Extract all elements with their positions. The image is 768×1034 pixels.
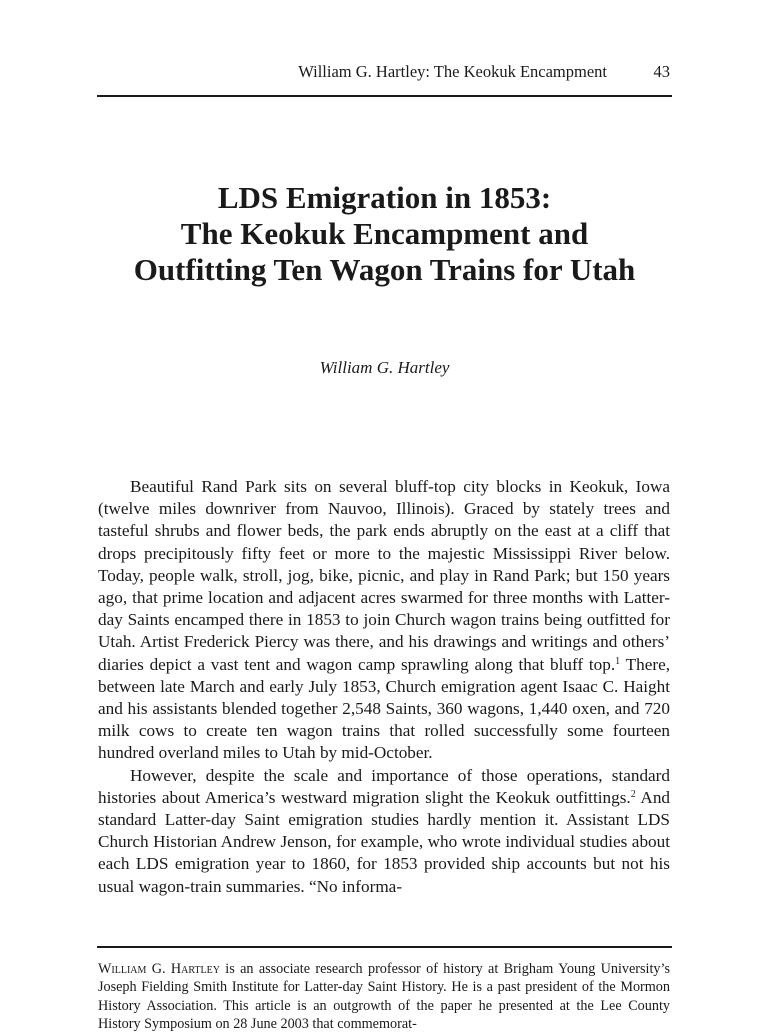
- author-note-text: is an associate research professor of history at Brigham Young University’s Joseph Fielding Smith Institute for Latter-day Saint History. He is a past president of the Mormon History Association. This article is an outgrowth of the paper he presented at the Lee County History Symposium on 28 June 2003 that commemorat-: [98, 961, 670, 1033]
- article-title-line-1: LDS Emigration in 1853:: [217, 180, 552, 215]
- author-note: [98, 960, 670, 1034]
- author-note-name: William G. Hartley: [98, 961, 220, 977]
- article-title-line-3: Outfitting Ten Wagon Trains for Utah: [133, 252, 636, 287]
- footnote-rule: [97, 946, 672, 948]
- header-rule: [97, 95, 672, 97]
- body-paragraph-1: [98, 476, 670, 765]
- paragraph-text: Beautiful Rand Park sits on several bluff-top city blocks in Keokuk, Iowa (twelve miles downriver from Nauvoo, Illinois). Graced by stately trees and tasteful shrubs and flower beds, the park ends abruptly on the east at a cliff that drops precipitously fifty feet or more to the majestic Mississippi River below. Today, people walk, stroll, jog, bike, picnic, and play in Rand Park; but 150 years ago, that prime location and adjacent acres swarmed for three months with Latter-day Saints encamped there in 1853 to join Church wagon trains being outfitted for Utah. Artist Frederick Piercy was there, and his drawings and writings and others’ diaries depict a vast tent and wagon camp sprawling along that bluff top.: [98, 477, 670, 674]
- author-byline: William G. Hartley: [319, 358, 450, 377]
- paragraph-text: However, despite the scale and importance of those operations, standard histories about America’s westward migration slight the Keokuk outfittings.: [98, 765, 670, 807]
- running-head-title: William G. Hartley: The Keokuk Encampment: [298, 62, 607, 81]
- article-body: [98, 476, 670, 898]
- footnote-marker-1[interactable]: 1: [615, 655, 621, 667]
- page-number: 43: [653, 62, 670, 81]
- article-title-line-2: The Keokuk Encampment and: [180, 216, 589, 251]
- paragraph-text: There, between late March and early July 1853, Church emigration agent Isaac C. Haight and his assistants blended together 2,548 Saints, 360 wagons, 1,440 oxen, and 720 milk cows to create ten wagon trains that rolled successfully some fourteen hundred overland miles to Utah by mid-October.: [98, 654, 671, 763]
- footnote-marker-2[interactable]: 2: [630, 788, 636, 800]
- body-paragraph-2: [98, 765, 670, 898]
- article-title: [97, 180, 672, 288]
- running-head: [97, 62, 670, 84]
- paragraph-text: And standard Latter-day Saint emigration studies hardly mention it. Assistant LDS Church Historian Andrew Jenson, for example, who wrote individual studies about each LDS emigration year to 1860, for 1853 provided ship accounts but not his usual wagon-train summaries. “No informa-: [98, 787, 671, 896]
